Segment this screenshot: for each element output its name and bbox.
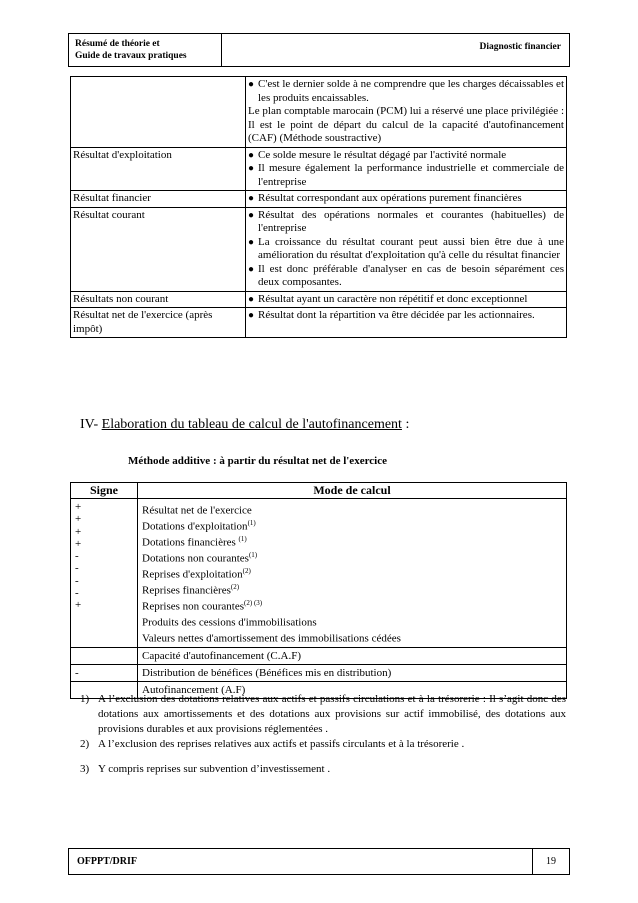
row-label: Résultat net de l'exercice (après impôt) xyxy=(71,308,246,338)
caf-table xyxy=(70,482,567,699)
page-header xyxy=(68,33,570,67)
row-label: Résultat courant xyxy=(71,207,246,291)
bullet: ● C'est le dernier solde à ne comprendre que les charges décaissables et les produits encaissables. xyxy=(248,78,564,104)
table-row xyxy=(71,499,567,648)
distribution: Distribution de bénéfices (Bénéfices mis en distribution) xyxy=(138,664,567,681)
row-label: Résultats non courant xyxy=(71,291,246,308)
bullet: ● Il est donc préférable d'analyser en cas de besoin séparément ces deux composantes. xyxy=(248,262,564,288)
section-title: Elaboration du tableau de calcul de l'autofinancement xyxy=(101,417,402,432)
calc-column xyxy=(138,499,567,648)
sign-column: + + + + - - - - + xyxy=(71,499,138,648)
list-item: Dotations non courantes$^{(1)}$ xyxy=(142,550,258,565)
table-row xyxy=(71,647,567,664)
section-number: IV- xyxy=(80,417,99,432)
paragraph: Le plan comptable marocain (PCM) lui a réservé une place privilégiée : Il est le point de départ du calcul de la capacité d'autofinancement (CAF) (Méthode soustractive) xyxy=(248,105,564,144)
bullet: ● Résultat ayant un caractère non répétitif et donc exceptionnel xyxy=(248,292,528,305)
table-row xyxy=(71,147,567,191)
bullet: ● Il mesure également la performance industrielle et commerciale de l'entreprise xyxy=(248,162,564,188)
table-header-row xyxy=(71,483,567,499)
list-item: Reprises financières$^{(2)}$ xyxy=(142,582,240,597)
table-row xyxy=(71,191,567,208)
list-item: Résultat net de l'exercice xyxy=(142,504,252,517)
list-item: Dotations d'exploitation$^{(1)}$ xyxy=(142,518,256,533)
section-heading: IV- Elaboration du tableau de calcul de l'autofinancement : xyxy=(80,417,410,432)
column-header-calc: Mode de calcul xyxy=(138,483,567,499)
row-label: Résultat financier xyxy=(71,191,246,208)
autofinancement: Autofinancement (A.F) xyxy=(138,681,567,698)
header-line-1: Résumé de théorie et xyxy=(75,39,160,49)
table-row xyxy=(71,308,567,338)
footnote: 1) A l’exclusion des dotations relatives aux actifs et passifs circulations et à la trésorerie : Il s’agit donc des dotations aux amortissements et des dotations aux provisions sur actif immobilisé, des dotations aux provisions durables et aux provisions réglementées . xyxy=(80,693,566,735)
results-table xyxy=(70,76,567,338)
bullet: ● Résultat dont la répartition va être décidée par les actionnaires. xyxy=(248,309,535,321)
bullet: ● Résultat des opérations normales et courantes (habituelles) de l'entreprise xyxy=(248,208,564,234)
list-item: Reprises d'exploitation$^{(2)}$ xyxy=(142,566,251,581)
caf-total: Capacité d'autofinancement (C.A.F) xyxy=(138,647,567,664)
list-item: Valeurs nettes d'amortissement des immobilisations cédées xyxy=(142,632,401,645)
footer-org: OFPPT/DRIF xyxy=(77,856,137,867)
header-left xyxy=(69,34,222,66)
bullet: ● La croissance du résultat courant peut aussi bien être due à une amélioration du résultat d'exploitation qu'à celle du résultat financier xyxy=(248,235,564,261)
bullet: ● Ce solde mesure le résultat dégagé par l'activité normale xyxy=(248,148,507,161)
row-label: Résultat d'exploitation xyxy=(71,147,246,191)
method-title: Méthode additive : à partir du résultat net de l'exercice xyxy=(128,455,387,467)
list-item: Reprises non courantes$^{(2) (3)}$ xyxy=(142,598,263,613)
table-row xyxy=(71,207,567,291)
footnotes xyxy=(80,692,566,777)
footnote: 3) Y compris reprises sur subvention d’investissement . xyxy=(80,763,331,775)
bullet: ● Résultat correspondant aux opérations purement financières xyxy=(248,192,522,204)
list-item: Dotations financières $^{(1)}$ xyxy=(142,534,247,549)
list-item: Produits des cessions d'immobilisations xyxy=(142,616,317,629)
header-line-2: Guide de travaux pratiques xyxy=(75,51,187,61)
table-row xyxy=(71,291,567,308)
header-title: Diagnostic financier xyxy=(479,42,561,52)
page-footer xyxy=(68,848,570,875)
table-row xyxy=(71,77,567,148)
column-header-sign: Signe xyxy=(71,483,138,499)
footnote: 2) A l’exclusion des reprises relatives aux actifs et passifs circulants et à la trésorerie . xyxy=(80,738,465,750)
page-number: 19 xyxy=(532,849,569,874)
table-row: - Distribution de bénéfices (Bénéfices mis en distribution) xyxy=(71,664,567,681)
